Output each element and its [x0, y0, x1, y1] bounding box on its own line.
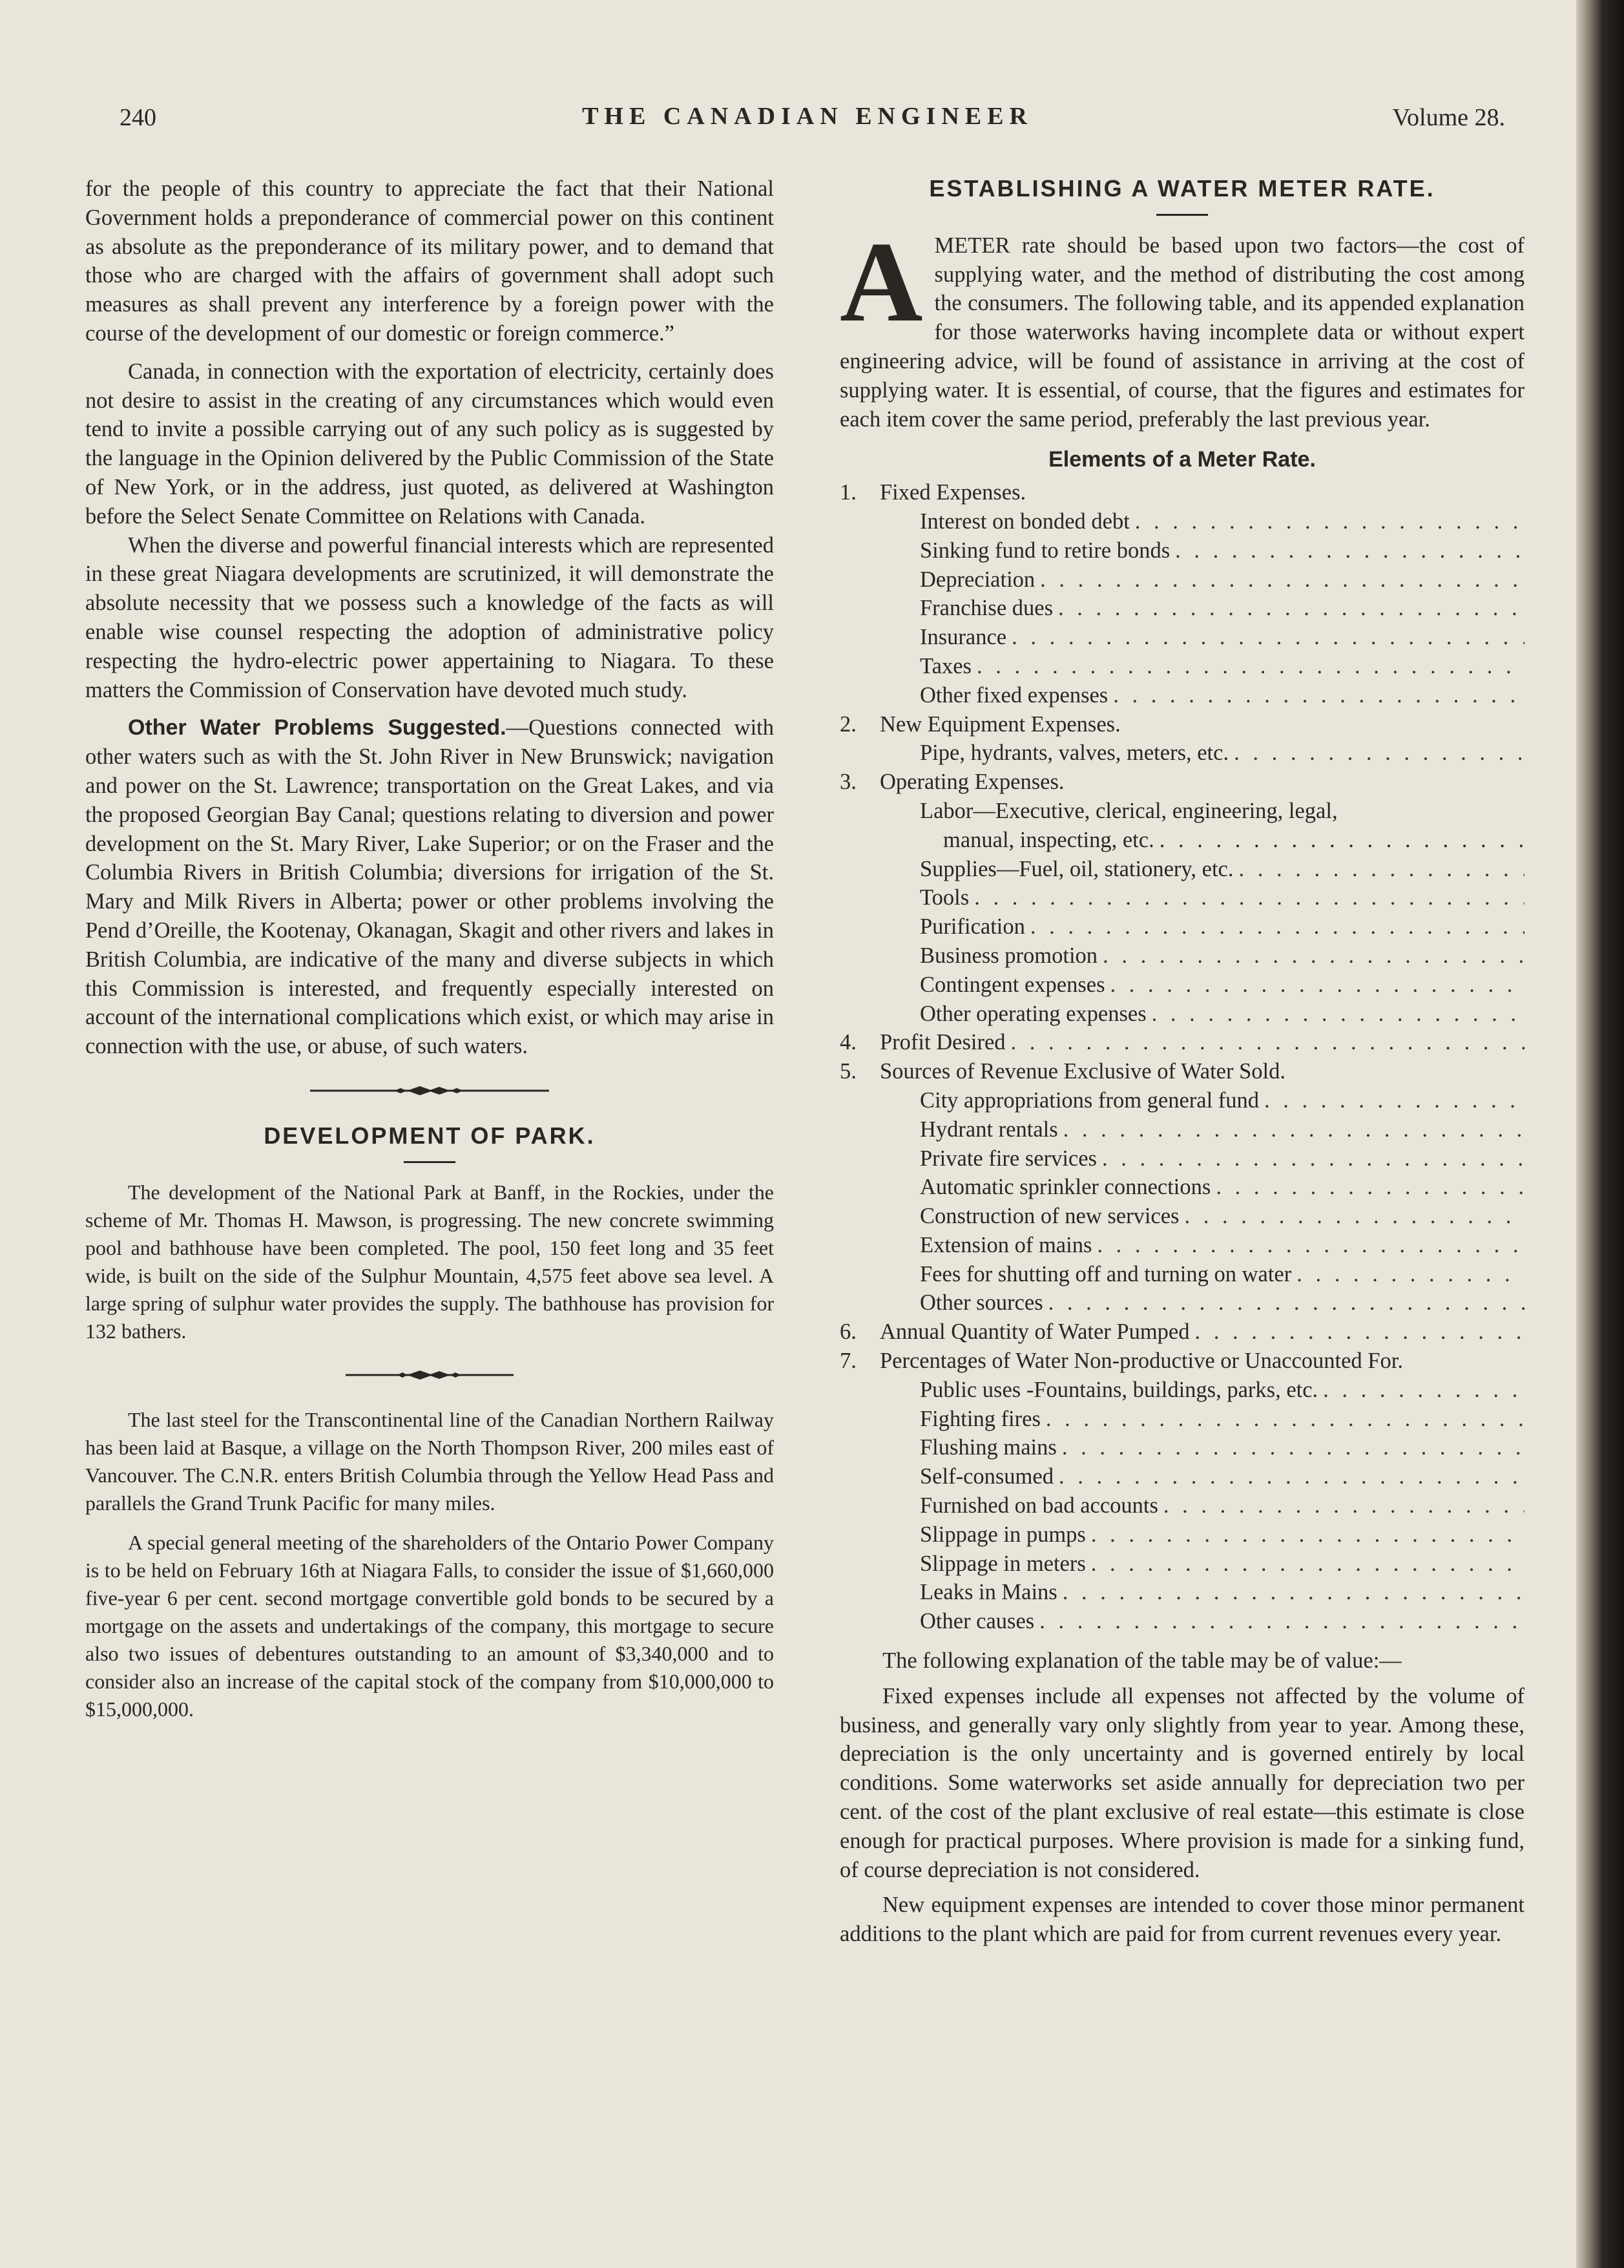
paragraph-niagara-interests: When the diverse and powerful financial interests which are represented in these great Niagara developments are scrutinized, it will demonstrate the absolute necessity that we possess such a knowledge of the facts as will enable wise counsel respecting the adoption of administrative policy respecting the hydro-electric power appertaining to Niagara. To these matters the Commission of Conservation have devoted much study. — [85, 532, 774, 702]
journal-title: THE CANADIAN ENGINEER — [582, 103, 1033, 130]
list-item: Other operating expenses . . . — [840, 1000, 1525, 1029]
page-number: 240 — [120, 104, 156, 131]
page-header — [110, 97, 1505, 136]
table-heading: Elements of a Meter Rate. — [1048, 447, 1316, 472]
paragraph-other-water-problems-text: —Questions connected with other waters such as with the St. John River in New Brunswick; navigation and power on the St. Lawrence; transportation on the Great Lakes, and via the proposed Georgian Bay Canal; questions relating to diversion and power development on the St. Mary River, Lake Superior; or on the Fraser and the Columbia Rivers in British Columbia; diversions for irrigation of the St. Mary and Milk Rivers in Alberta; power or other problems involving the Pend d’Oreille, the Kootenay, Okanagan, Skagit and other rivers and lakes in British Columbia, are indicative of the many and diverse subjects in which this Commission is interested, and frequently especially interested on account of the international complications which exist, or which may arise in connection with the use, or abuse, of such waters. — [85, 715, 774, 1059]
list-item: Tools . . . — [840, 883, 1525, 912]
left-column — [85, 174, 774, 1723]
volume-label: Volume 28. — [1392, 104, 1505, 131]
intro-block — [840, 217, 1525, 434]
list-item: Extension of mains . . . — [840, 1231, 1525, 1260]
list-item: Pipe, hydrants, valves, meters, etc. . . . — [840, 739, 1525, 768]
paragraph-park: The development of the National Park at Banff, in the Rockies, under the scheme of Mr. Thomas H. Mawson, is progressing. The new concrete swimming pool and bathhouse have been completed. The pool, 150 feet long and 35 feet wide, is built on the side of the Sulphur Mountain, 4,575 feet above sea level. A large spring of sulphur water provides the supply. The bathhouse has provision for 132 bathers. — [85, 1180, 774, 1343]
list-item: Insurance . . . — [840, 623, 1525, 652]
list-item: Interest on bonded debt . . . — [840, 507, 1525, 536]
list-item: Franchise dues . . . — [840, 594, 1525, 623]
paragraph-canada-electricity: Canada, in connection with the exportation of electricity, certainly does not desire to assist in the creating of any circumstances which would even tend to invite a possible carrying out of any such policy as is suggested by the language in the Opinion delivered by the Public Commission of the State of New York, or in the address, just quoted, as delivered at Washington before the Select Senate Committee on Relations with Canada. — [85, 359, 774, 529]
list-item: Public uses -Fountains, buildings, parks, etc. . . . — [840, 1376, 1525, 1405]
meter-rate-elements — [840, 478, 1525, 1636]
park-section-title: DEVELOPMENT OF PARK. — [264, 1122, 596, 1149]
list-item: Depreciation . . . — [840, 565, 1525, 594]
title-rule — [1156, 214, 1208, 216]
list-item: Taxes . . . — [840, 652, 1525, 681]
paragraph-new-equipment: New equipment expenses are intended to cover those minor permanent additions to the plant which are paid for from current revenues every year. — [840, 1893, 1525, 1947]
list-item: Private fire services . . . — [840, 1144, 1525, 1173]
list-item: Leaks in Mains . . . — [840, 1578, 1525, 1607]
list-item: Self-consumed . . . — [840, 1462, 1525, 1491]
list-item: Furnished on bad accounts . . . — [840, 1491, 1525, 1520]
list-item: Other sources . . . — [840, 1288, 1525, 1318]
list-item: Automatic sprinkler connections . . . — [840, 1173, 1525, 1202]
book-spine-shadow — [1576, 0, 1624, 2268]
section-ornament — [310, 1083, 549, 1098]
list-item: Other fixed expenses . . . — [840, 681, 1525, 710]
category-row: 4. Profit Desired . . . — [840, 1028, 1525, 1057]
category-row: 2. New Equipment Expenses. — [840, 711, 1121, 737]
list-item: Supplies—Fuel, oil, stationery, etc. . . . — [840, 855, 1525, 884]
list-item: Hydrant rentals . . . — [840, 1115, 1525, 1144]
paragraph-railway: The last steel for the Transcontinental line of the Canadian Northern Railway has been laid at Basque, a village on the North Thompson River, 200 miles east of Vancouver. The C.N.R. enters British Columbia through the Yellow Head Pass and parallels the Grand Trunk Pacific for many miles. — [85, 1407, 774, 1515]
paragraph-ontario-power: A special general meeting of the shareholders of the Ontario Power Company is to be held on February 16th at Niagara Falls, to consider the issue of $1,660,000 five-year 6 per cent. second mortgage convertible gold bonds to be secured by a mortgage on the assets and undertakings of the company, this mortgage to secure also two issues of debentures outstanding to an amount of $3,340,000 and to consider also an increase of the capital stock of the company from $10,000,000 to $15,000,000. — [85, 1530, 774, 1721]
title-rule — [404, 1161, 455, 1163]
paragraph-fixed-expenses: Fixed expenses include all expenses not affected by the volume of business, and generally vary only slightly from year to year. Among these, depreciation is the only uncertainty and is governed entirely by local conditions. Some waterworks set aside annually for depreciation two per cent. of the cost of the plant exclusive of real estate—this estimate is close enough for practical purposes. Where provision is made for a sinking fund, of course depreciation is not considered. — [840, 1683, 1525, 1882]
list-item: Sinking fund to retire bonds . . . — [840, 536, 1525, 565]
list-item: Slippage in meters . . . — [840, 1549, 1525, 1579]
paragraph-commerce: for the people of this country to appreciate the fact that their National Government holds a preponderance of commercial power on this continent as absolute as the preponderance of its military power, and to demand that those who are charged with the affairs of government shall adopt such measures as shall prevent any interference by a foreign power with the course of the development of our domestic or foreign commerce.” — [85, 176, 774, 346]
list-item: Construction of new services . . . — [840, 1202, 1525, 1231]
category-row: 7. Percentages of Water Non-productive or Unaccounted For. — [840, 1349, 1403, 1374]
runin-heading: Other Water Problems Suggested. — [128, 715, 506, 740]
section-ornament — [346, 1367, 514, 1383]
list-item: Other causes . . . — [840, 1607, 1525, 1636]
meter-rate-title: ESTABLISHING A WATER METER RATE. — [929, 175, 1435, 202]
list-item: Flushing mains . . . — [840, 1433, 1525, 1462]
drop-cap: A — [840, 217, 923, 346]
list-item: City appropriations from general fund . . . — [840, 1086, 1525, 1115]
list-item: Fighting fires . . . — [840, 1405, 1525, 1434]
category-row: 6. Annual Quantity of Water Pumped . . . — [840, 1318, 1525, 1347]
list-item: Fees for shutting off and turning on water . . . — [840, 1260, 1525, 1289]
list-item: Contingent expenses . . . — [840, 971, 1525, 1000]
right-column — [840, 174, 1525, 1949]
intro-paragraph: METER rate should be based upon two factors—the cost of supplying water, and the method of distributing the cost among the consumers. The following table, and its appended explanation for those waterworks having incomplete data or without expert engineering advice, will be found of assistance in arriving at the cost of supplying water. It is essential, of course, that the figures and estimates for each item cover the same period, preferably the last previous year. — [840, 233, 1525, 432]
list-item-continuation: manual, inspecting, etc. . . . — [840, 826, 1525, 855]
list-item: Labor—Executive, clerical, engineering, legal, — [920, 798, 1338, 823]
list-item: Business promotion . . . — [840, 941, 1525, 971]
category-row: 5. Sources of Revenue Exclusive of Water Sold. — [840, 1059, 1286, 1084]
paragraph-other-water-problems — [85, 713, 774, 1061]
category-row: 1. Fixed Expenses. — [840, 480, 1026, 505]
list-item: Purification . . . — [840, 912, 1525, 941]
category-row: 3. Operating Expenses. — [840, 770, 1065, 795]
explanation-intro: The following explanation of the table may be of value:— — [882, 1648, 1402, 1674]
list-item: Slippage in pumps . . . — [840, 1520, 1525, 1549]
